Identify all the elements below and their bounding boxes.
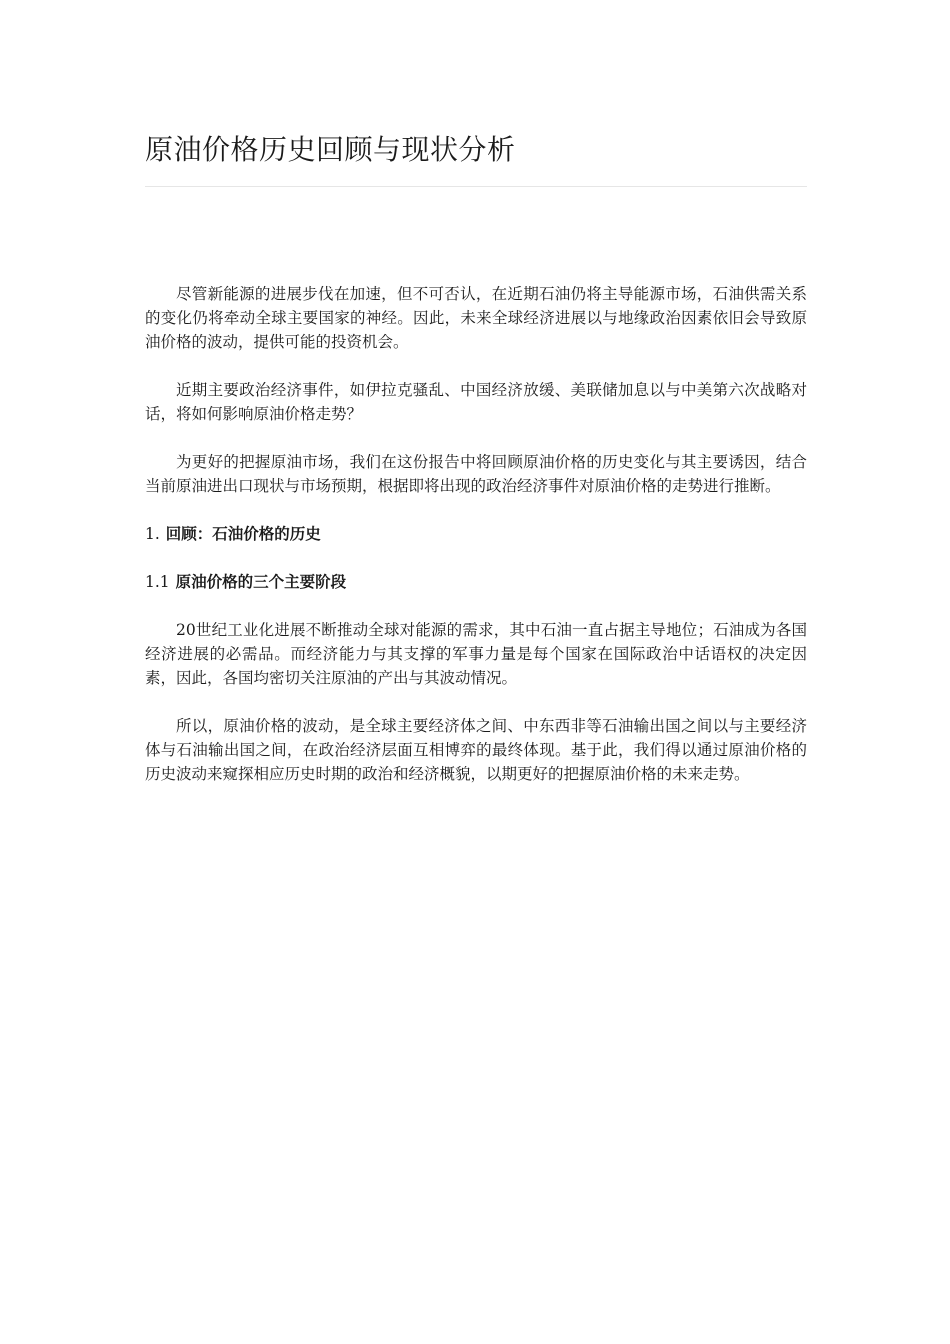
section-1-heading bbox=[145, 522, 807, 546]
section-1-title: 回顾：石油价格的历史 bbox=[165, 524, 321, 543]
section-1-1-title: 原油价格的三个主要阶段 bbox=[175, 572, 347, 591]
intro-paragraph-1: 尽管新能源的进展步伐在加速，但不可否认，在近期石油仍将主导能源市场，石油供需关系的变化仍将牵动全球主要国家的神经。因此，未来全球经济进展以与地缘政治因素依旧会导致原油价格的波动，提供可能的投资机会。 bbox=[145, 285, 807, 351]
title-divider bbox=[145, 186, 807, 187]
section-1-1-number: 1.1 bbox=[145, 573, 170, 591]
document-title: 原油价格历史回顾与现状分析 bbox=[145, 133, 516, 166]
intro-paragraph-2: 近期主要政治经济事件，如伊拉克骚乱、中国经济放缓、美联储加息以与中美第六次战略对话，将如何影响原油价格走势？ bbox=[145, 381, 807, 423]
intro-paragraph-3: 为更好的把握原油市场，我们在这份报告中将回顾原油价格的历史变化与其主要诱因，结合当前原油进出口现状与市场预期，根据即将出现的政治经济事件对原油价格的走势进行推断。 bbox=[145, 453, 807, 495]
section-1-1-paragraph-2: 所以，原油价格的波动，是全球主要经济体之间、中东西非等石油输出国之间以与主要经济体与石油输出国之间，在政治经济层面互相博弈的最终体现。基于此，我们得以通过原油价格的历史波动来窥探相应历史时期的政治和经济概貌，以期更好的把握原油价格的未来走势。 bbox=[145, 717, 807, 783]
section-1-number: 1. bbox=[145, 525, 160, 543]
section-1-1-heading bbox=[145, 570, 807, 594]
section-1-1-paragraph-1: 20世纪工业化进展不断推动全球对能源的需求，其中石油一直占据主导地位；石油成为各国经济进展的必需品。而经济能力与其支撑的军事力量是每个国家在国际政治中话语权的决定因素，因此，各国均密切关注原油的产出与其波动情况。 bbox=[145, 621, 807, 687]
document-body bbox=[145, 282, 807, 810]
